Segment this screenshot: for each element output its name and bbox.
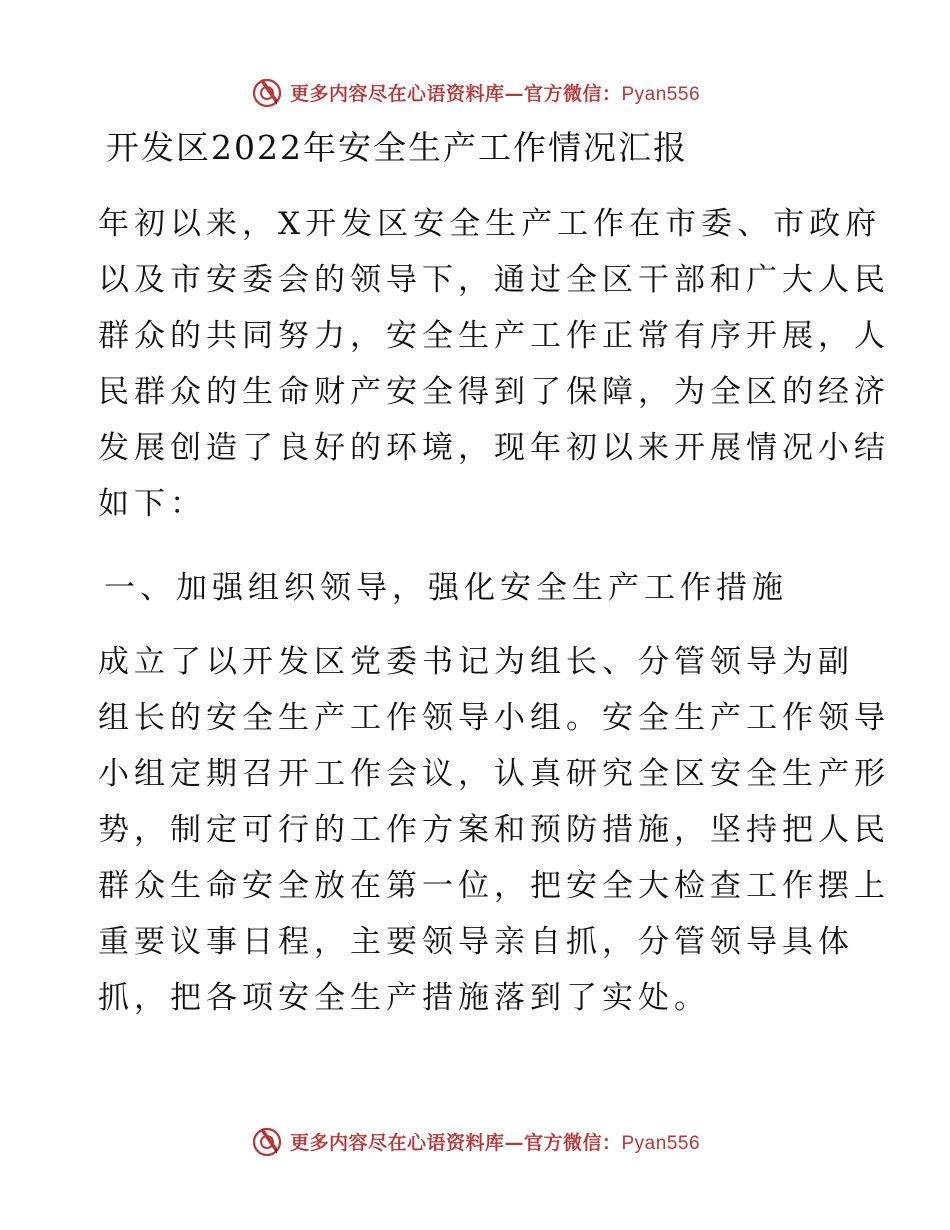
- paragraph-line: 如下：: [98, 486, 206, 522]
- paragraph-line: 群众的共同努力，安全生产工作正常有序开展，人: [98, 318, 890, 354]
- section-paragraph: [98, 634, 890, 1026]
- watermark-wechat-id: Pyan556: [621, 1132, 701, 1154]
- paragraph-line: 群众生命安全放在第一位，把安全大检查工作摆上: [98, 868, 890, 904]
- watermark-text: [290, 1128, 700, 1155]
- watermark-wechat-id: Pyan556: [621, 83, 701, 105]
- paragraph-line: 民群众的生命财产安全得到了保障，为全区的经济: [98, 374, 890, 410]
- paragraph-line: 成立了以开发区党委书记为组长、分管领导为副: [98, 644, 854, 680]
- page-title: 开发区2022年安全生产工作情况汇报: [106, 128, 688, 167]
- paragraph-line: 抓，把各项安全生产措施落到了实处。: [98, 980, 710, 1016]
- footer-watermark: [0, 1121, 950, 1161]
- brand-logo-icon: [250, 75, 284, 109]
- paragraph-line: 组长的安全生产工作领导小组。安全生产工作领导: [98, 700, 890, 736]
- brand-logo-icon: [250, 1124, 284, 1158]
- intro-paragraph: [98, 196, 890, 532]
- paragraph-line: 以及市安委会的领导下，通过全区干部和广大人民: [98, 262, 890, 298]
- paragraph-line: 小组定期召开工作会议，认真研究全区安全生产形: [98, 756, 890, 792]
- section-heading: 一、加强组织领导，强化安全生产工作措施: [104, 570, 788, 606]
- paragraph-line: 势，制定可行的工作方案和预防措施，坚持把人民: [98, 812, 890, 848]
- watermark-text: [290, 79, 700, 106]
- paragraph-line: 年初以来，X开发区安全生产工作在市委、市政府: [98, 206, 882, 242]
- paragraph-line: 发展创造了良好的环境，现年初以来开展情况小结: [98, 430, 890, 466]
- watermark-slogan: 更多内容尽在心语资料库—官方微信：: [289, 82, 622, 105]
- header-watermark: [0, 72, 950, 112]
- watermark-slogan: 更多内容尽在心语资料库—官方微信：: [289, 1131, 622, 1154]
- paragraph-line: 重要议事日程，主要领导亲自抓，分管领导具体: [98, 924, 854, 960]
